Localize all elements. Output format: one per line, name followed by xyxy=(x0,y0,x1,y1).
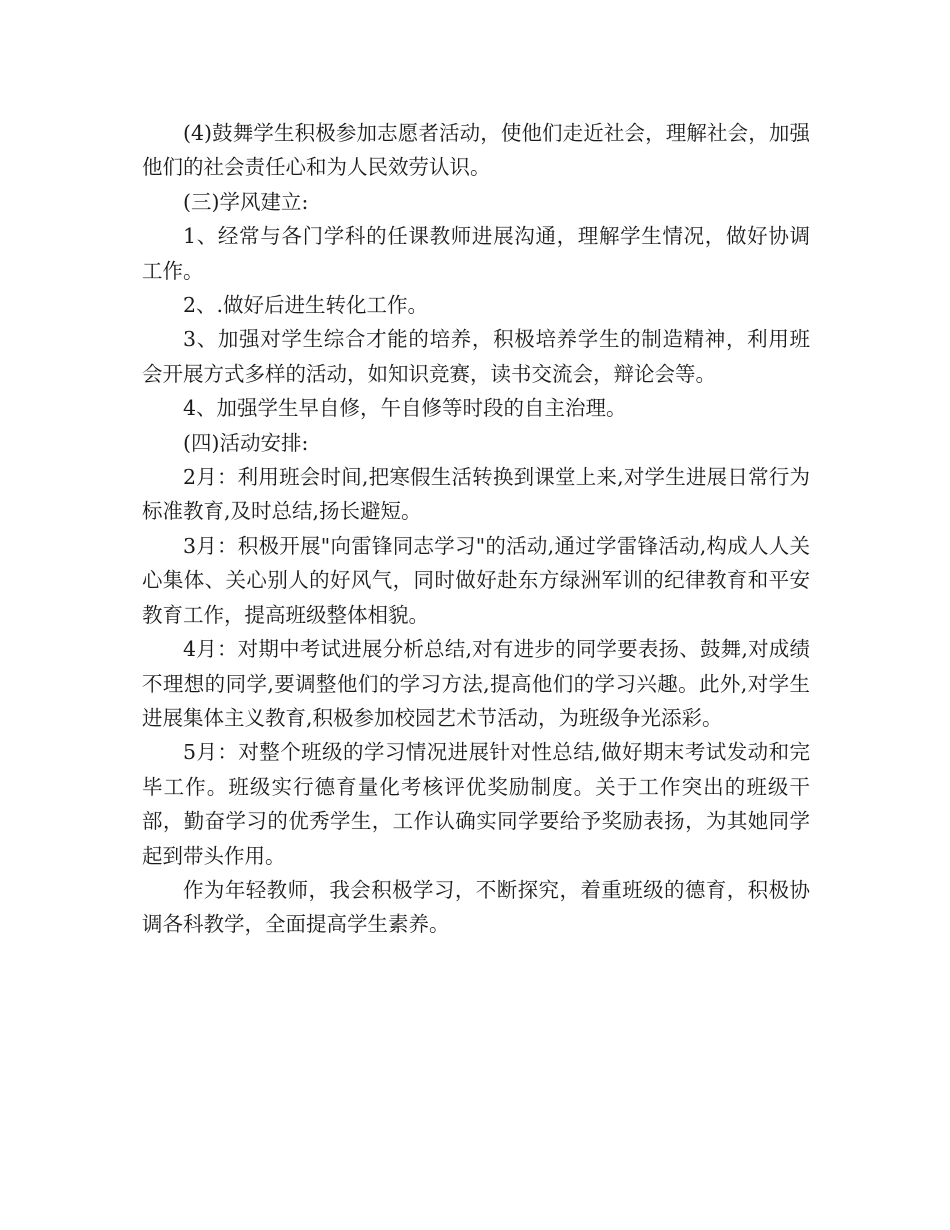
paragraph-april: 4月：对期中考试进展分析总结,对有进步的同学要表扬、鼓舞,对成绩不理想的同学,要调整他们的学习方法,提高他们的学习兴趣。此外,对学生进展集体主义教育,积极参加校园艺术节活动，为班级争光添彩。 xyxy=(142,637,810,730)
paragraph-closing: 作为年轻教师，我会积极学习，不断探究，着重班级的德育，积极协调各科教学，全面提高学生素养。 xyxy=(142,877,810,937)
document-body xyxy=(142,116,810,942)
paragraph-may: 5月：对整个班级的学习情况进展针对性总结,做好期末考试发动和完毕工作。班级实行德育量化考核评优奖励制度。关于工作突出的班级干部，勤奋学习的优秀学生，工作认确实同学要给予奖励表扬，为其她同学起到带头作用。 xyxy=(142,740,810,868)
paragraph-item-4: 4、加强学生早自修，午自修等时段的自主治理。 xyxy=(183,396,627,421)
section-heading-study-style: (三)学风建立: xyxy=(183,189,309,214)
paragraph-march: 3月：积极开展"向雷锋同志学习"的活动,通过学雷锋活动,构成人人关心集体、关心别人的好风气，同时做好赴东方绿洲军训的纪律教育和平安教育工作，提高班级整体相貌。 xyxy=(142,533,810,627)
paragraph-volunteer-activity: (4)鼓舞学生积极参加志愿者活动，使他们走近社会，理解社会，加强他们的社会责任心和为人民效劳认识。 xyxy=(142,121,810,180)
section-heading-activity-schedule: (四)活动安排: xyxy=(183,430,309,455)
paragraph-item-3: 3、加强对学生综合才能的培养，积极培养学生的制造精神，利用班会开展方式多样的活动，如知识竞赛，读书交流会，辩论会等。 xyxy=(142,327,810,386)
paragraph-item-2: 2、.做好后进生转化工作。 xyxy=(183,293,429,318)
paragraph-item-1: 1、经常与各门学科的任课教师进展沟通，理解学生情况，做好协调工作。 xyxy=(142,224,810,283)
paragraph-february: 2月：利用班会时间,把寒假生活转换到课堂上来,对学生进展日常行为标准教育,及时总结,扬长避短。 xyxy=(142,465,810,524)
